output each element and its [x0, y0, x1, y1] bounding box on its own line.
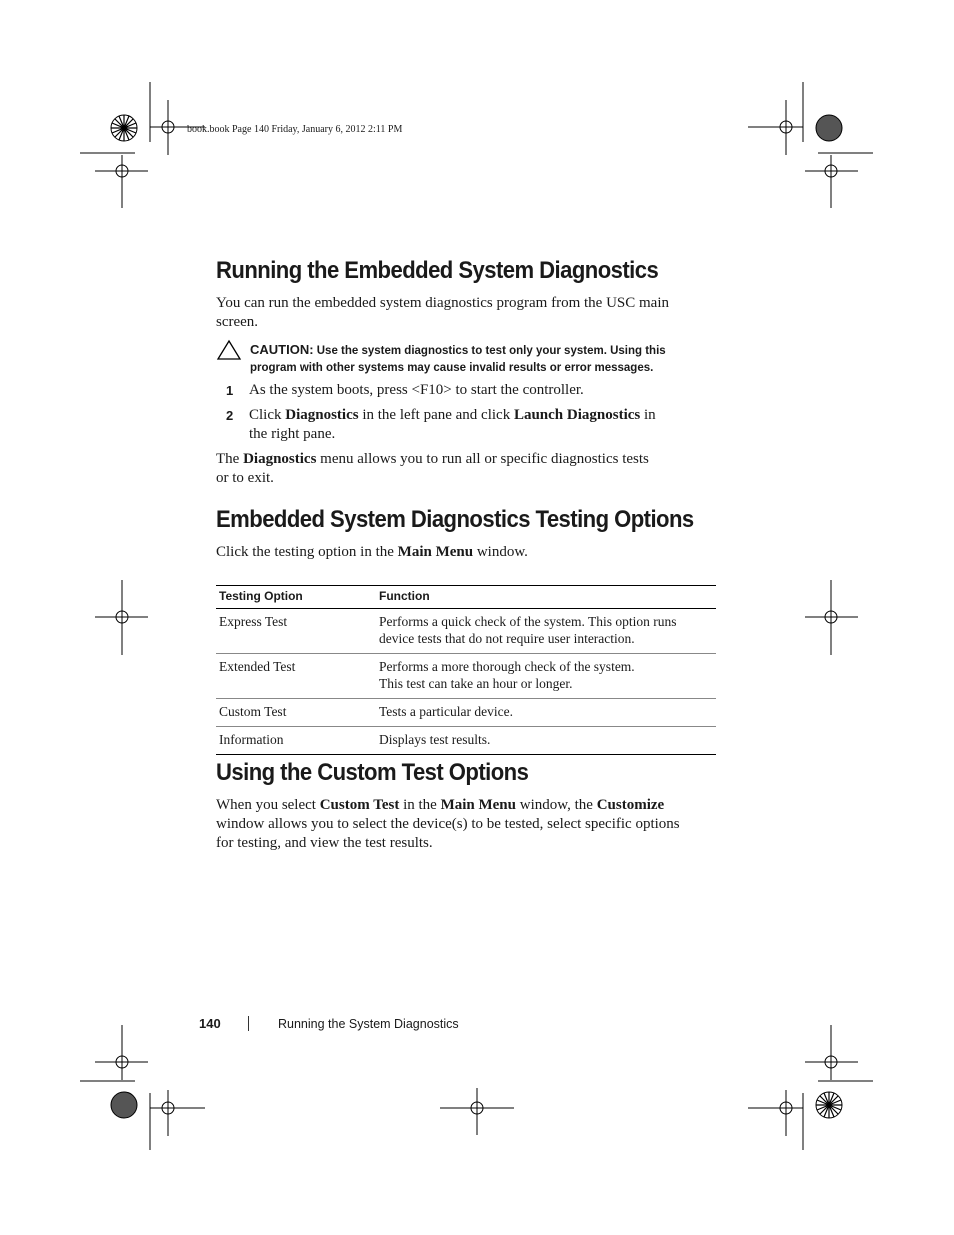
- testing-options-table: [216, 585, 716, 755]
- caution-triangle-icon: [216, 339, 242, 361]
- section-heading-custom-test: Using the Custom Test Options: [216, 759, 529, 786]
- function-cell: Performs a quick check of the system. This option runs device tests that do not require user interaction.: [376, 609, 716, 654]
- option-cell: Extended Test: [216, 654, 376, 699]
- column-header-testing-option: Testing Option: [216, 586, 376, 609]
- custom-test-paragraph: When you select Custom Test in the Main Menu window, the Customize window allows you to select the device(s) to be tested, select specific options for testing, and view the test results.: [216, 797, 680, 851]
- testing-options-intro: Click the testing option in the Main Menu window.: [216, 544, 528, 560]
- diagnostics-menu-paragraph: The Diagnostics menu allows you to run all or specific diagnostics tests or to exit.: [216, 451, 649, 486]
- table-row: [216, 654, 716, 699]
- step-number: 2: [226, 408, 234, 423]
- function-cell: Displays test results.: [376, 727, 716, 755]
- column-header-function: Function: [376, 586, 716, 609]
- footer-divider: [248, 1016, 249, 1031]
- table-row: [216, 699, 716, 727]
- option-cell: Custom Test: [216, 699, 376, 727]
- print-slug: book.book Page 140 Friday, January 6, 2012 2:11 PM: [187, 124, 403, 135]
- step-text: Click Diagnostics in the left pane and click Launch Diagnostics in the right pane.: [249, 407, 656, 442]
- step-text: As the system boots, press <F10> to start the controller.: [249, 382, 584, 398]
- section-heading-testing-options: Embedded System Diagnostics Testing Options: [216, 506, 694, 533]
- caution-label: CAUTION:: [250, 342, 314, 357]
- section-heading-running-diagnostics: Running the Embedded System Diagnostics: [216, 257, 659, 284]
- caution-note: CAUTION: Use the system diagnostics to test only your system. Using this program with other systems may cause invalid results or error messages.: [250, 342, 666, 374]
- table-header-row: [216, 586, 716, 609]
- step-number: 1: [226, 383, 234, 398]
- table-row: [216, 727, 716, 755]
- option-cell: Express Test: [216, 609, 376, 654]
- function-cell: Tests a particular device.: [376, 699, 716, 727]
- table-row: [216, 609, 716, 654]
- footer-chapter-title: Running the System Diagnostics: [278, 1017, 459, 1031]
- function-cell: Performs a more thorough check of the system. This test can take an hour or longer.: [376, 654, 716, 699]
- intro-paragraph: You can run the embedded system diagnostics program from the USC main screen.: [216, 295, 669, 330]
- option-cell: Information: [216, 727, 376, 755]
- page-number: 140: [199, 1016, 221, 1031]
